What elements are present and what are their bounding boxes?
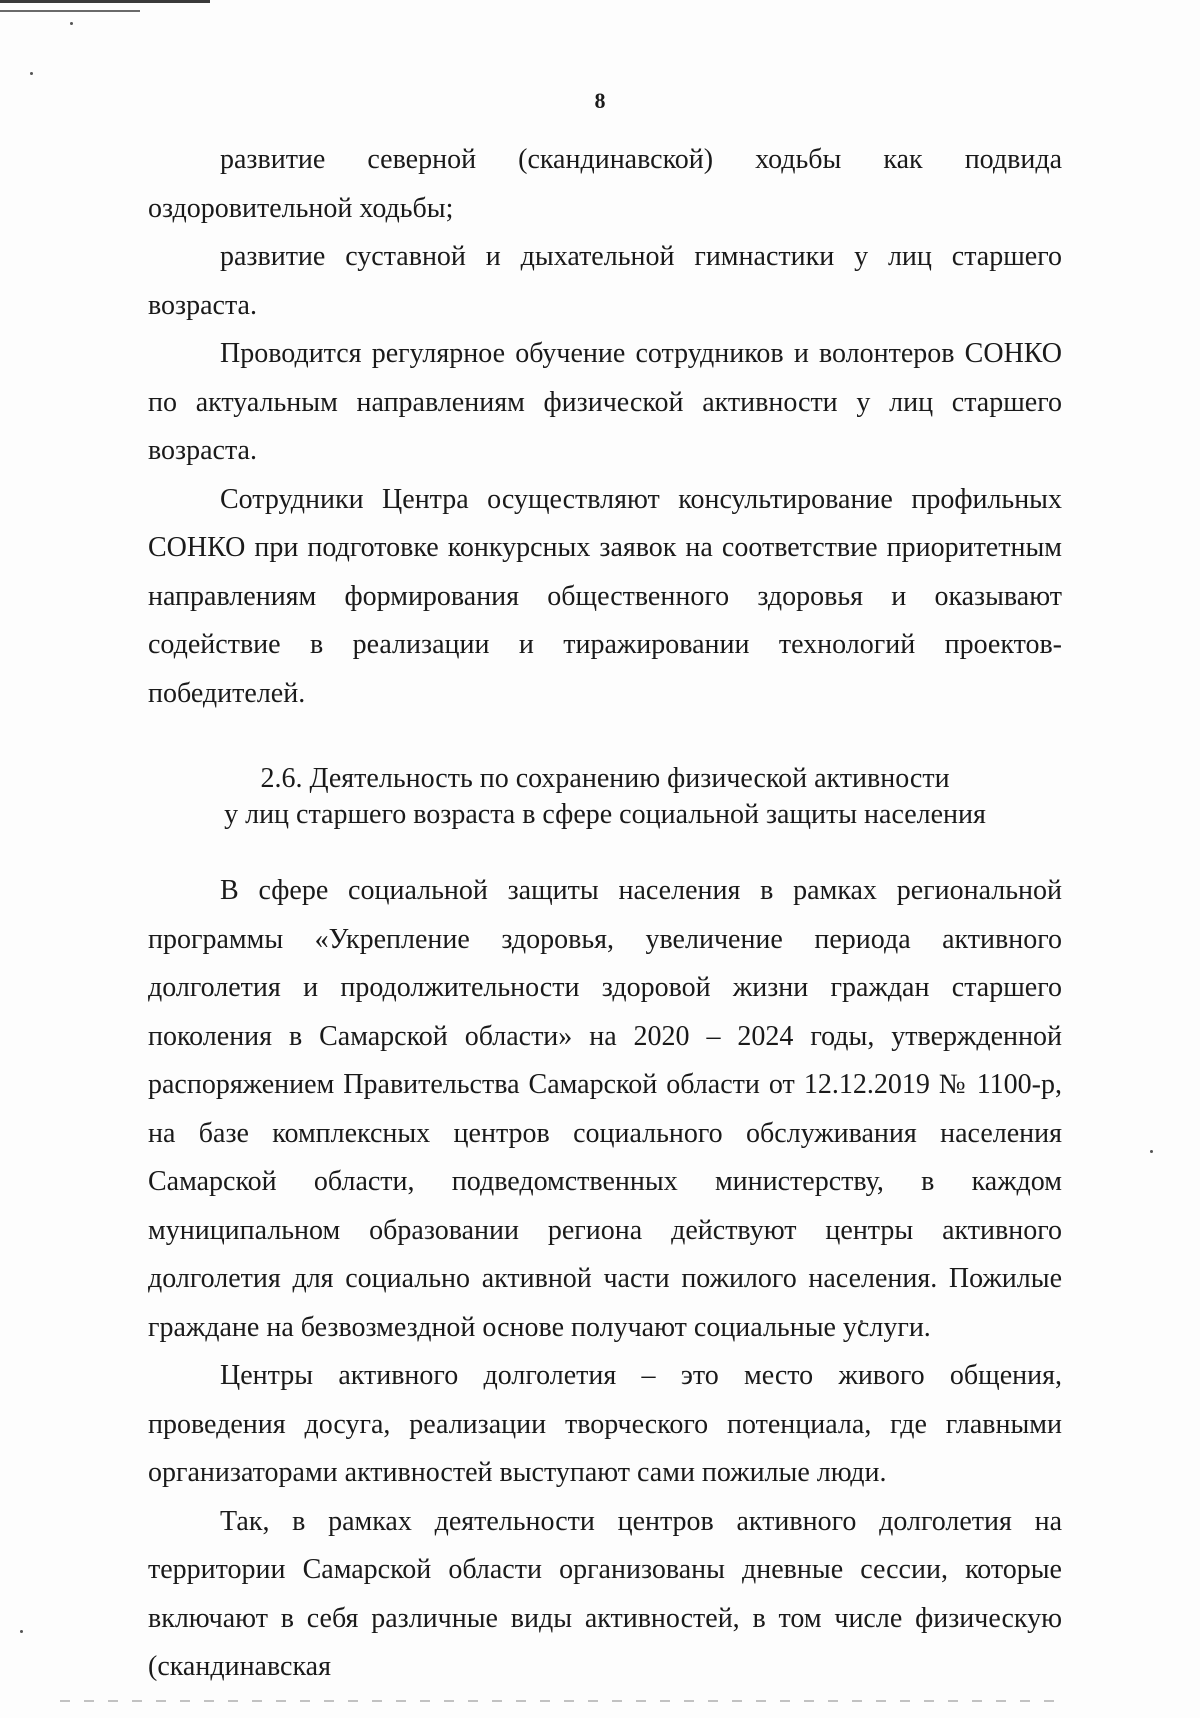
scan-speck [70,22,73,25]
paragraph: Проводится регулярное обучение сотрудников и волонтеров СОНКО по актуальным направлениям физической активности у лиц старшего возраста. [148,338,1062,466]
scan-bottom-artifact [60,1700,1060,1702]
paragraph: Так, в рамках деятельности центров активного долголетия на территории Самарской области организованы дневные сессии, которые включают в себя различные виды активностей, в том числе физическую (скандинавская [148,1505,1062,1682]
section-heading-line: у лиц старшего возраста в сфере социальной защиты населения [224,799,986,830]
paragraph: В сфере социальной защиты населения в рамках региональной программы «Укрепление здоровья, увеличение периода активного долголетия и продолжительности здоровой жизни граждан старшего поколения в Самарской области» на 2020 – 2024 годы, утвержденной распоряжением Правительства Самарской области от 12.12.2019 № 1100-р, на базе комплексных центров социального обслуживания населения Самарской области, подведомственных министерству, в каждом муниципальном образовании региона действуют центры активного долголетия для социально активной части пожилого населения. Пожилые граждане на безвозмездной основе получают социальные услуги. [148,875,1062,1343]
paragraph: Центры активного долголетия – это место живого общения, проведения досуга, реализации творческого потенциала, где главными организаторами активностей выступают сами пожилые люди. [148,1360,1062,1488]
scan-speck [20,1630,23,1633]
paragraph: развитие суставной и дыхательной гимнастики у лиц старшего возраста. [148,241,1062,321]
section-heading-line: 2.6. Деятельность по сохранению физической активности [260,763,950,794]
document-body [148,136,1062,1692]
scan-edge-mark [0,0,210,3]
page-number: 8 [594,88,606,113]
paragraph: развитие северной (скандинавской) ходьбы как подвида оздоровительной ходьбы; [148,144,1062,224]
section-heading [148,761,1062,833]
scan-speck [1150,1150,1153,1153]
scan-speck [30,72,33,75]
scan-edge-mark [0,10,140,12]
paragraph: Сотрудники Центра осуществляют консультирование профильных СОНКО при подготовке конкурсных заявок на соответствие приоритетным направлениям формирования общественного здоровья и оказывают содействие в реализации и тиражировании технологий проектов-победителей. [148,483,1062,709]
